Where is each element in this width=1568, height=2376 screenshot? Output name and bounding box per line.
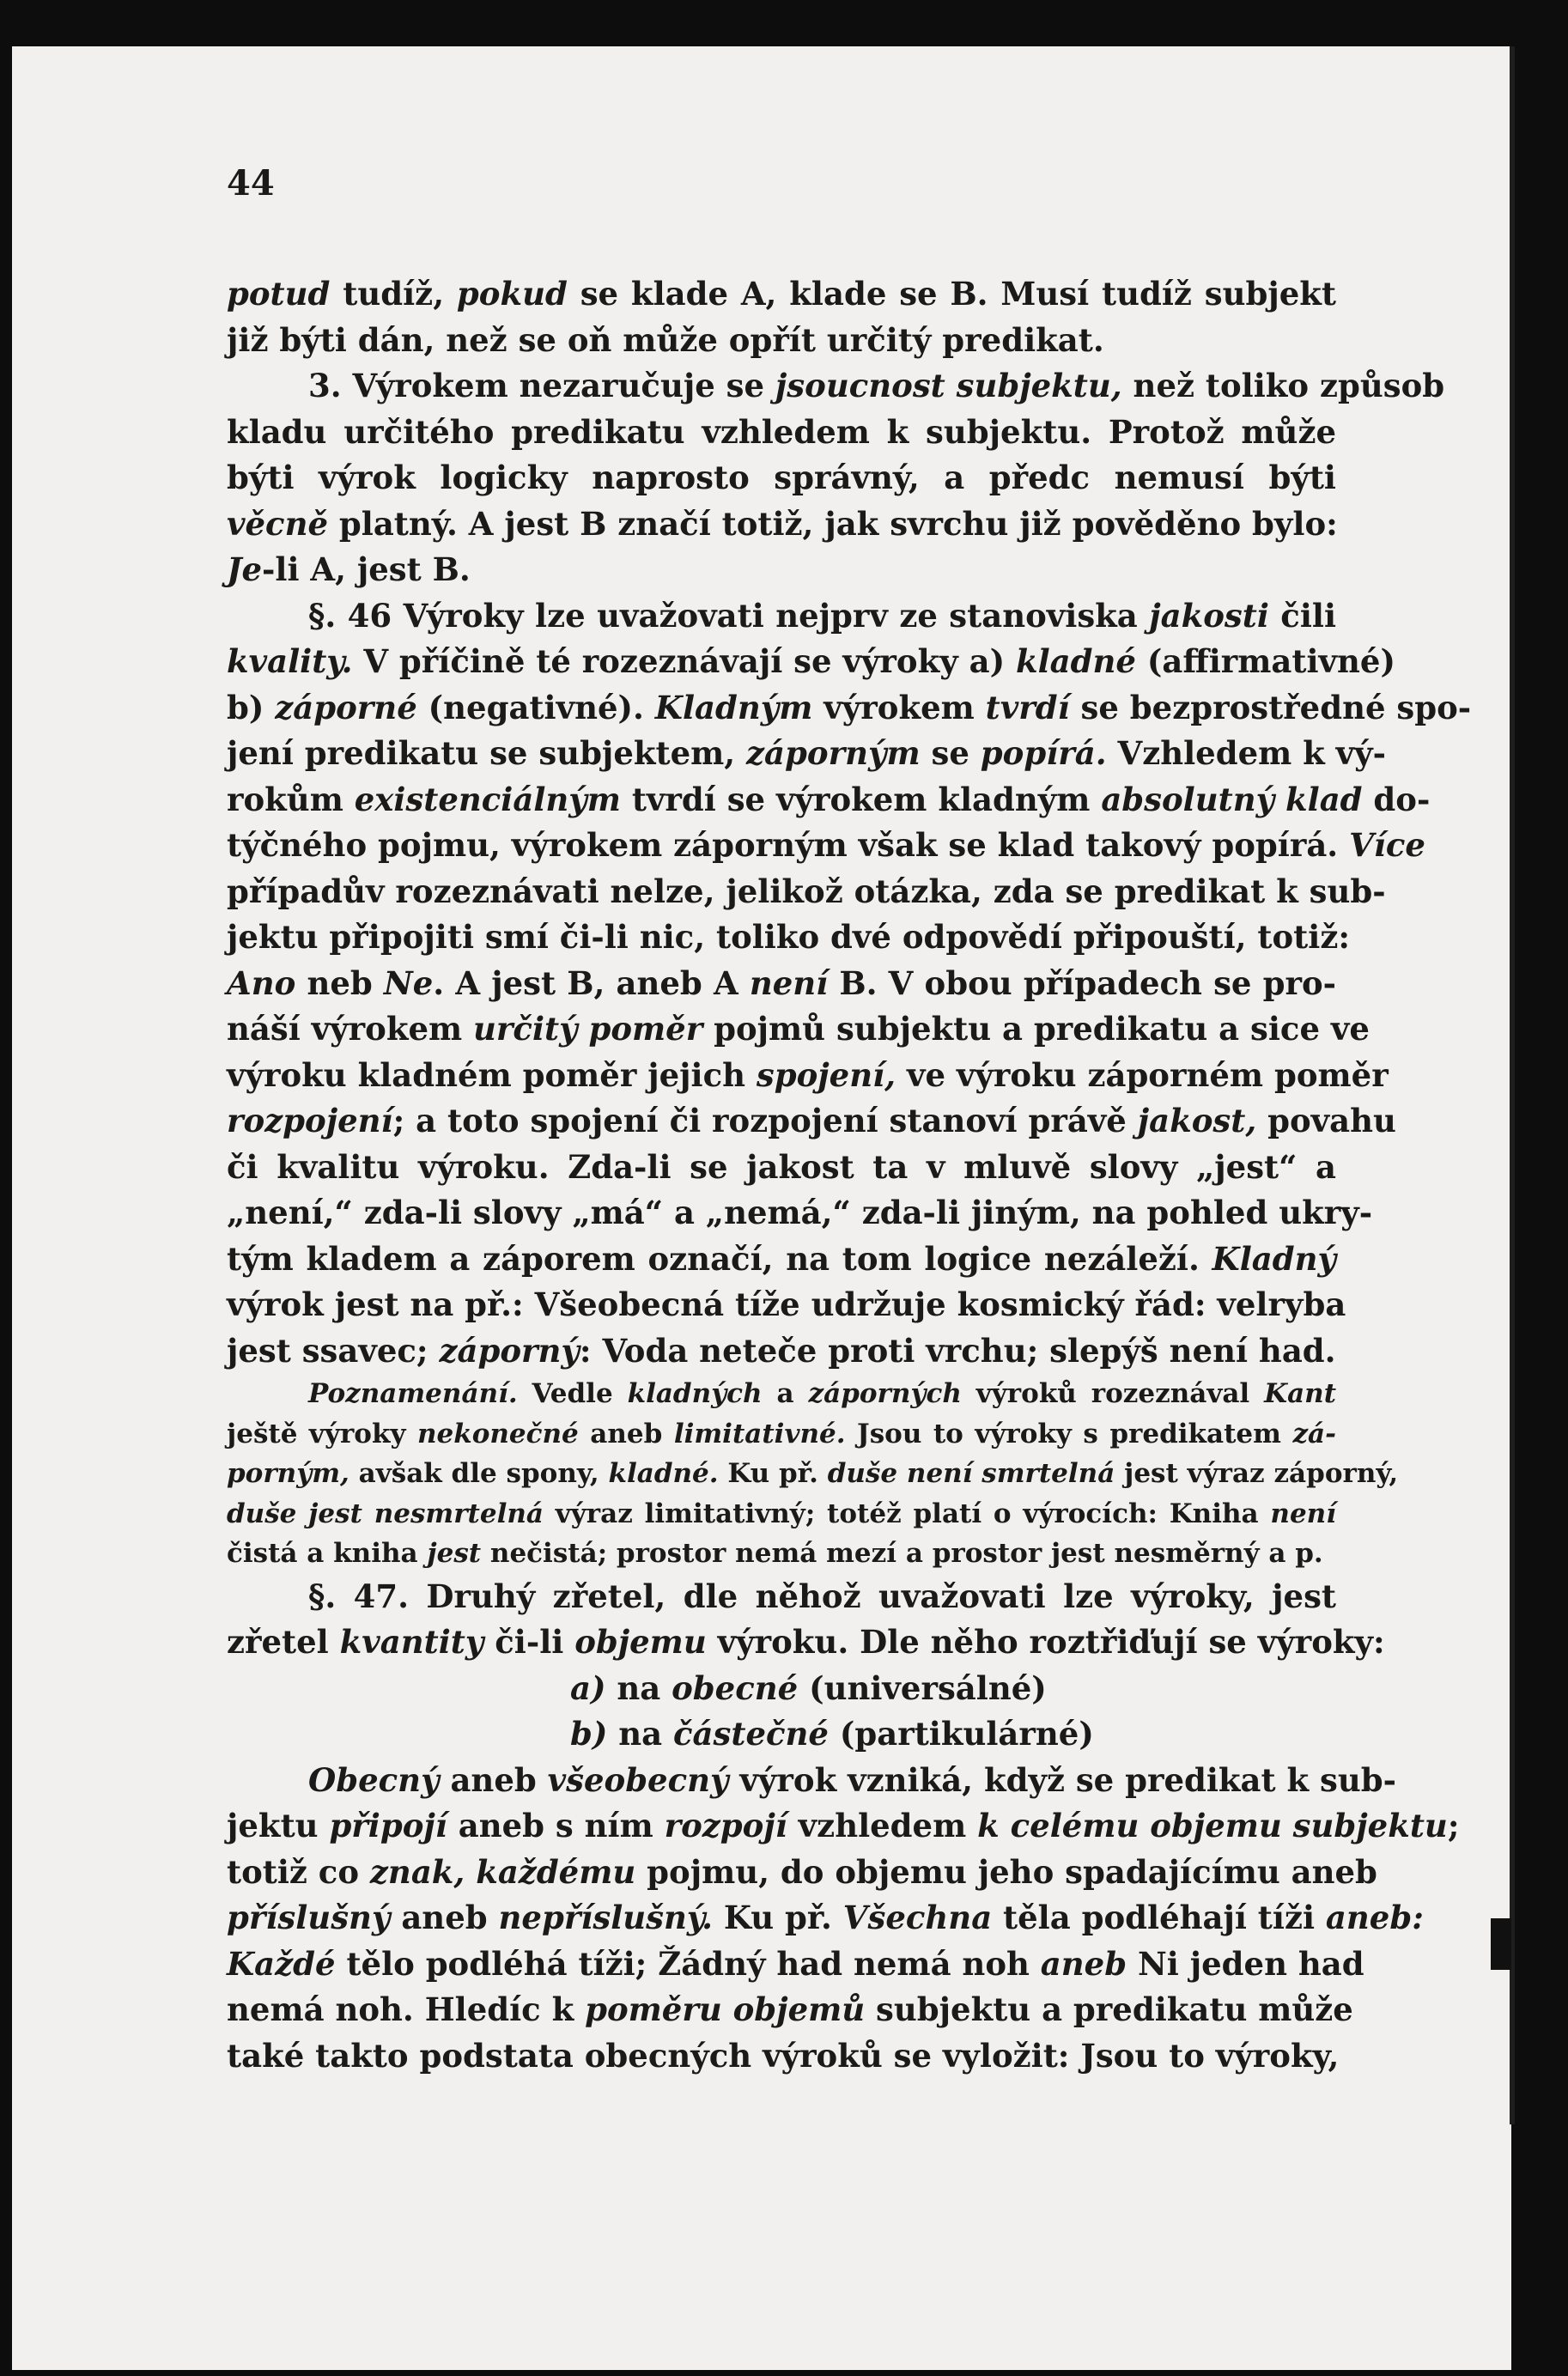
text-line: porným, avšak dle spony, kladné. Ku př. duše není smrtelná jest výraz záporný,	[227, 1458, 1399, 1489]
text-line: týčného pojmu, výrokem záporným však se klad takový popírá. Více	[227, 826, 1425, 864]
text-line: výroku kladném poměr jejich spojení, ve výroku záporném poměr	[227, 1055, 1389, 1094]
text-line: §. 47. Druhý zřetel, dle něhož uvažovati lze výroky, jest	[308, 1577, 1336, 1615]
text-line: §. 46 Výroky lze uvažovati nejprv ze stanoviska jakosti čili	[308, 596, 1337, 635]
text-line: případův rozeznávati nelze, jelikož otázka, zda se predikat k sub-	[227, 872, 1386, 910]
page-edge-mark	[1491, 1918, 1511, 1970]
text-line: čistá a kniha jest nečistá; prostor nemá mezí a prostor jest nesměrný a p.	[227, 1538, 1323, 1569]
text-line: býti výrok logicky naprosto správný, a předc nemusí býti	[227, 459, 1336, 496]
text-line: rozpojení; a toto spojení či rozpojení stanoví právě jakost, povahu	[227, 1102, 1396, 1139]
text-line: již býti dán, než se oň může opřít určitý predikat.	[227, 320, 1104, 359]
text-line: potud tudíž, pokud se klade A, klade se B. Musí tudíž subjekt	[227, 275, 1336, 313]
text-line: „není,“ zda-li slovy „má“ a „nemá,“ zda-li jiným, na pohled ukry-	[227, 1194, 1373, 1231]
text-line: b) záporné (negativné). Kladným výrokem tvrdí se bezprostředné spo-	[227, 688, 1472, 726]
text-line: nemá noh. Hledíc k poměru objemů subjektu a predikatu může	[227, 1990, 1353, 2028]
text-line: příslušný aneb nepříslušný. Ku př. Všechna těla podléhají tíži aneb:	[227, 1899, 1424, 1936]
text-line: totiž co znak, každému pojmu, do objemu jeho spadajícímu aneb	[227, 1852, 1377, 1891]
text-line: a) na obecné (universálné)	[570, 1668, 1047, 1707]
text-line: Je-li A, jest B.	[227, 550, 471, 588]
page-edge-rule	[1510, 46, 1515, 2124]
text-line: Ano neb Ne. A jest B, aneb A není B. V obou případech se pro-	[227, 963, 1337, 1002]
text-line: kvality. V příčině té rozeznávají se výroky a) kladné (affirmativné)	[227, 642, 1395, 680]
page-number: 44	[227, 163, 275, 204]
text-line: či kvalitu výroku. Zda-li se jakost ta v mluvě slovy „jest“ a	[227, 1147, 1336, 1186]
book-page	[12, 46, 1511, 2370]
text-line: jektu připojí aneb s ním rozpojí vzhledem k celému objemu subjektu;	[227, 1807, 1460, 1844]
text-line: 3. Výrokem nezaručuje se jsoucnost subjektu, než toliko způsob	[308, 367, 1445, 404]
text-line: Obecný aneb všeobecný výrok vzniká, když se predikat k sub-	[308, 1760, 1396, 1799]
text-line: Každé tělo podléhá tíži; Žádný had nemá noh aneb Ni jeden had	[227, 1944, 1364, 1983]
text-line: tým kladem a záporem označí, na tom logice nezáleží. Kladný	[227, 1239, 1336, 1278]
text-line: věcně platný. A jest B značí totiž, jak svrchu již pověděno bylo:	[227, 504, 1338, 543]
text-line: jektu připojiti smí či-li nic, toliko dvé odpovědí připouští, totiž:	[227, 918, 1350, 956]
text-line: jení predikatu se subjektem, záporným se popírá. Vzhledem k vý-	[227, 734, 1387, 772]
body-text	[227, 271, 1472, 2079]
text-line: Poznamenání. Vedle kladných a záporných výroků rozeznával Kant	[308, 1378, 1337, 1409]
text-line: náší výrokem určitý poměr pojmů subjektu a predikatu a sice ve	[227, 1010, 1370, 1048]
text-line: kladu určitého predikatu vzhledem k subjektu. Protož může	[227, 412, 1336, 451]
text-line: b) na částečné (partikulárné)	[570, 1715, 1094, 1753]
text-line: také takto podstata obecných výroků se vyložit: Jsou to výroky,	[227, 2036, 1340, 2075]
text-line: rokům existenciálným tvrdí se výrokem kladným absolutný klad do-	[227, 780, 1431, 818]
text-line: duše jest nesmrtelná výraz limitativný; totéž platí o výrocích: Kniha není	[227, 1498, 1336, 1529]
text-line: zřetel kvantity či-li objemu výroku. Dle něho roztřiďují se výroky:	[227, 1623, 1385, 1661]
text-line: ještě výroky nekonečné aneb limitativné. Jsou to výroky s predikatem zá-	[227, 1418, 1336, 1449]
text-line: jest ssavec; záporný: Voda neteče proti vrchu; slepýš není had.	[227, 1331, 1336, 1370]
text-line: výrok jest na př.: Všeobecná tíže udržuje kosmický řád: velryba	[227, 1285, 1346, 1323]
